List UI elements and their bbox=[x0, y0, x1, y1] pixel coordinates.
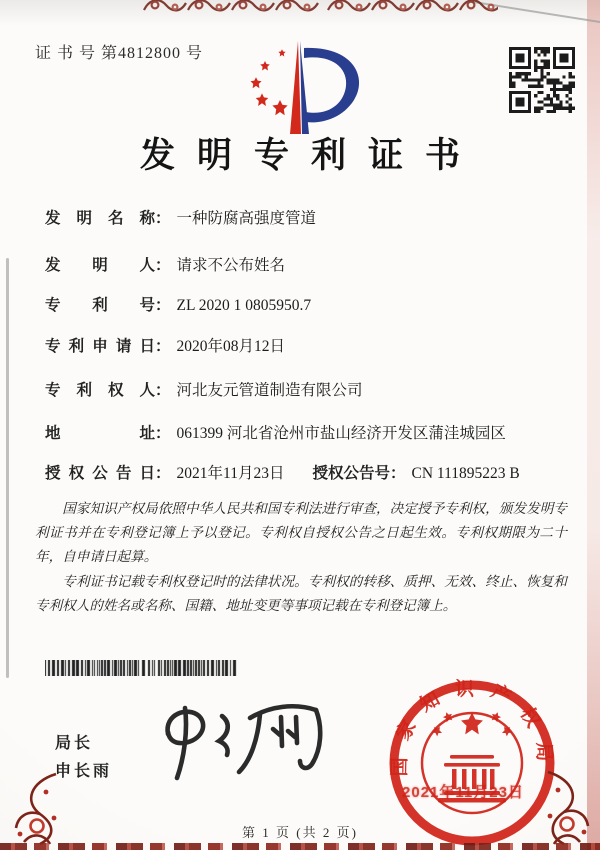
field-row-patent-number bbox=[45, 293, 575, 315]
colon: ： bbox=[155, 425, 171, 442]
colon: ： bbox=[155, 382, 171, 399]
field-value: 一种防腐高强度管道 bbox=[176, 210, 317, 227]
colon: ： bbox=[389, 465, 406, 482]
field-label: 发明人 bbox=[45, 257, 155, 274]
bottom-left-ornament bbox=[10, 772, 68, 850]
field-value: 2021年11月23日 bbox=[176, 465, 285, 482]
barcode bbox=[45, 660, 240, 676]
field-label: 专利号 bbox=[45, 297, 155, 314]
field-value: ZL 2020 1 0805950.7 bbox=[176, 297, 312, 314]
seal-date: 2021年11月23日 bbox=[402, 784, 524, 801]
seal-ring-text: 国家知识产权局 bbox=[389, 679, 555, 777]
colon: ： bbox=[155, 338, 171, 355]
grant-number-value: CN 111895223 B bbox=[411, 465, 520, 482]
certificate-title: 发明专利证书 bbox=[139, 136, 482, 175]
field-label: 地址 bbox=[45, 425, 155, 442]
colon: ： bbox=[155, 465, 171, 482]
certificate-number: 证 书 号 第4812800 号 bbox=[35, 45, 204, 62]
legal-paragraph-1: 国家知识产权局依照中华人民共和国专利法进行审查，决定授予专利权，颁发发明专利证书并在专利登记簿上予以登记。专利权自授权公告之日起生效。专利权期限为二十年，自申请日起算。 bbox=[35, 501, 567, 565]
field-row-address bbox=[45, 421, 575, 443]
colon: ： bbox=[155, 297, 171, 314]
field-value: 2020年08月12日 bbox=[176, 338, 286, 355]
legal-text-block bbox=[35, 497, 567, 618]
grant-number-label: 授权公告号 bbox=[312, 465, 390, 482]
colon: ： bbox=[155, 257, 171, 274]
field-row-invention-name bbox=[45, 206, 575, 228]
top-ornament-border bbox=[142, 0, 498, 14]
qr-code bbox=[509, 47, 575, 113]
colon: ： bbox=[155, 210, 171, 227]
commissioner-name: 申长雨 bbox=[55, 763, 113, 780]
photo-left-edge-line bbox=[6, 258, 9, 678]
bottom-right-ornament bbox=[536, 768, 594, 850]
field-label: 授权公告日 bbox=[45, 465, 155, 482]
bottom-ornament-strip bbox=[0, 843, 600, 850]
legal-paragraph-2: 专利证书记载专利权登记时的法律状况。专利权的转移、质押、无效、终止、恢复和专利权人的姓名或名称、国籍、地址变更等事项记载在专利登记簿上。 bbox=[35, 573, 567, 613]
field-value: 061399 河北省沧州市盐山经济开发区蒲洼城园区 bbox=[176, 425, 506, 442]
commissioner-title: 局长 bbox=[55, 735, 94, 752]
field-label: 专利申请日 bbox=[45, 338, 155, 355]
page-number: 第 1 页 (共 2 页) bbox=[242, 825, 358, 840]
field-value: 请求不公布姓名 bbox=[176, 257, 286, 274]
commissioner-signature bbox=[128, 686, 368, 796]
field-value: 河北友元管道制造有限公司 bbox=[176, 382, 363, 399]
field-label: 专利权人 bbox=[45, 382, 155, 399]
field-label: 发明名称 bbox=[45, 210, 155, 227]
field-row-patentee bbox=[45, 378, 575, 400]
field-row-grant bbox=[45, 461, 575, 483]
field-row-filing-date bbox=[45, 334, 575, 356]
field-row-inventor bbox=[45, 253, 575, 275]
cnipa-logo-icon bbox=[236, 40, 368, 136]
